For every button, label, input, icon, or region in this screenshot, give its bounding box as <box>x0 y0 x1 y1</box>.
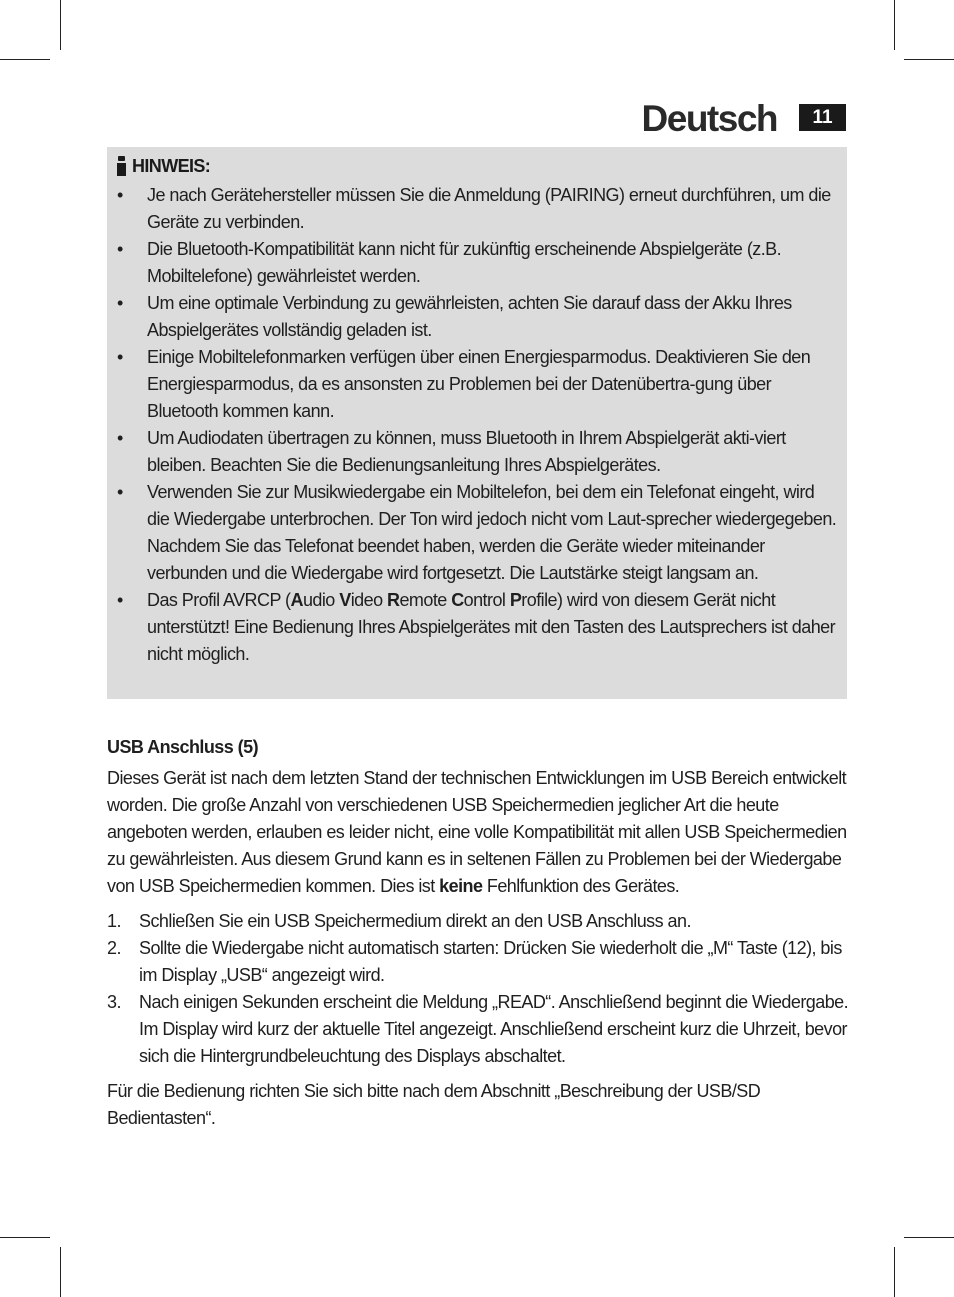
avrcp-profile: rofile) wird von diesem Gerät nicht unterstützt! Eine Bedienung Ihres Abspielgerätes mit den Tasten des Lautsprechers ist daher nicht möglich. <box>147 590 836 664</box>
usb-step <box>107 989 852 1070</box>
note-heading <box>115 153 837 179</box>
usb-step <box>107 935 852 989</box>
avrcp-letter-v: V <box>339 590 351 610</box>
note-item: • Je nach Gerätehersteller müssen Sie die Anmeldung (PAIRING) erneut durchführen, um die Geräte zu verbinden. <box>115 182 837 236</box>
avrcp-remote: emote <box>399 590 452 610</box>
step-number: 3. <box>107 992 121 1012</box>
step-text: Nach einigen Sekunden erscheint die Meldung „READ“. Anschließend beginnt die Wiedergabe. Im Display wird kurz der aktuelle Titel angezeigt. Anschließend erscheint kurz die Uhrzeit, bevor sich die Hintergrundbeleuchtung des Displays abschaltet. <box>139 992 849 1066</box>
step-text: Sollte die Wiedergabe nicht automatisch starten: Drücken Sie wiederholt die „M“ Taste (12), bis im Display „USB“ angezeigt wird. <box>139 938 842 985</box>
usb-intro-bold: keine <box>439 876 483 896</box>
avrcp-letter-c: C <box>451 590 464 610</box>
crop-mark <box>904 59 954 60</box>
crop-mark <box>60 0 61 50</box>
usb-intro-text: Dieses Gerät ist nach dem letzten Stand der technischen Entwicklungen im USB Bereich entwickelt worden. Die große Anzahl von verschiedenen USB Speichermedien jeglicher Art die heute angeboten werden, erlauben es leider nicht, eine volle Kompatibilität mit allen USB Speichermedien zu gewährleisten. Aus diesem Grund kann es in seltenen Fällen zu Problemen bei der Wiedergabe von USB Speichermedien kommen. Dies ist <box>107 768 847 896</box>
usb-footer: Für die Bedienung richten Sie sich bitte nach dem Abschnitt „Beschreibung der USB/SD Bedientasten“. <box>107 1081 761 1128</box>
crop-mark <box>0 59 50 60</box>
crop-mark <box>894 1247 895 1297</box>
avrcp-letter-p: P <box>509 590 522 610</box>
usb-intro <box>107 765 852 900</box>
note-item: • Die Bluetooth-Kompatibilität kann nicht für zukünftig erscheinende Abspielgeräte (z.B. Mobiltelefone) gewährleistet werden. <box>115 236 837 290</box>
avrcp-letter-a: A <box>290 590 303 610</box>
info-icon <box>115 156 127 176</box>
avrcp-video: ideo <box>350 590 387 610</box>
usb-section <box>107 734 852 1132</box>
note-list <box>115 182 837 668</box>
avrcp-letter-r: R <box>387 590 400 610</box>
usb-step <box>107 908 852 935</box>
crop-mark <box>60 1247 61 1297</box>
note-item: • Um eine optimale Verbindung zu gewährleisten, achten Sie darauf dass der Akku Ihres Abspielgerätes vollständig geladen ist. <box>115 290 837 344</box>
avrcp-control: ontrol <box>463 590 510 610</box>
crop-mark <box>0 1237 50 1238</box>
note-box <box>107 147 847 699</box>
avrcp-prefix: Das Profil AVRCP ( <box>147 590 291 610</box>
note-title: HINWEIS: <box>132 155 211 176</box>
note-item-avrcp <box>115 587 837 668</box>
note-item: • Verwenden Sie zur Musikwiedergabe ein Mobiltelefon, bei dem ein Telefonat eingeht, wird die Wiedergabe unterbrochen. Der Ton wird jedoch nicht vom Laut-sprecher wiedergegeben. Nachdem Sie das Telefonat beendet haben, werden die Geräte wieder miteinander verbunden und die Wiedergabe wird fortgesetzt. Die Lautstärke steigt langsam an. <box>115 479 837 587</box>
page-language-title: Deutsch <box>641 98 777 139</box>
crop-mark <box>894 0 895 50</box>
page-number: 11 <box>799 104 846 131</box>
note-item: • Einige Mobiltelefonmarken verfügen über einen Energiesparmodus. Deaktivieren Sie den Energiesparmodus, da es ansonsten zu Problemen bei der Datenübertra-gung über Bluetooth kommen kann. <box>115 344 837 425</box>
step-number: 1. <box>107 911 121 931</box>
usb-intro-end: Fehlfunktion des Gerätes. <box>482 876 680 896</box>
usb-steps <box>107 908 852 1070</box>
section-title: USB Anschluss (5) <box>107 737 259 757</box>
crop-mark <box>904 1237 954 1238</box>
step-text: Schließen Sie ein USB Speichermedium direkt an den USB Anschluss an. <box>139 911 691 931</box>
note-item: • Um Audiodaten übertragen zu können, muss Bluetooth in Ihrem Abspielgerät akti-viert bleiben. Beachten Sie die Bedienungsanleitung Ihres Abspielgerätes. <box>115 425 837 479</box>
avrcp-audio: udio <box>302 590 340 610</box>
step-number: 2. <box>107 938 121 958</box>
